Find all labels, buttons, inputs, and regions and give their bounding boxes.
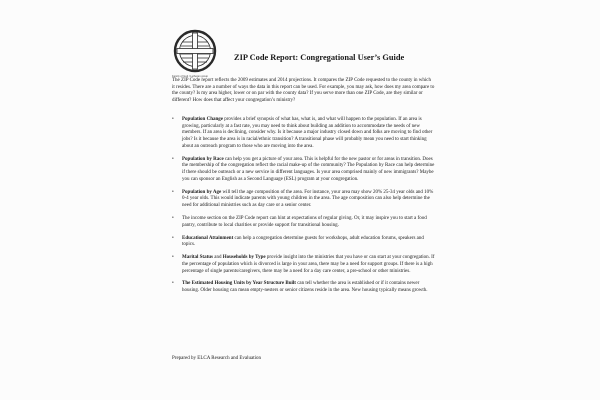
item-text: can help you get a picture of your area. This is helpful for the new pastor or for areas in transition. Does the membership of the congregation reflect the racial make-up of the community? The Population by Race can help determine if there should be outreach or a new service in different languages. Is your area comprised mainly of new immigrants? Maybe you can sponsor an English as a Second Language (ESL) program at your congregation. <box>182 156 435 182</box>
bullet-icon: • <box>172 255 174 261</box>
bullet-icon: • <box>172 216 174 221</box>
bullet-icon: • <box>172 156 174 162</box>
bullet-icon: • <box>172 117 174 122</box>
item-lead: Population by Race <box>182 156 224 162</box>
bullet-icon: • <box>172 281 174 287</box>
item-lead: Population Change <box>182 117 223 122</box>
list-item-educational-attainment <box>172 236 435 249</box>
item-lead: Marital Status <box>182 255 213 261</box>
logo-block <box>172 28 222 78</box>
intro-paragraph: The ZIP Code report reflects the 2009 estimates and 2014 projections. It compares the ZIP Code requested to the county in which it resides. There are a number of ways the data in this report can be used. For example, you may ask, how does my area compare to the county? Is my area higher, lower or on par with the county data? If you serve more than one ZIP Code, are they similar or different? How does that affect your congregation’s ministry? <box>172 78 435 104</box>
page-title: ZIP Code Report: Congregational User’s Guide <box>234 53 405 62</box>
guide-list <box>172 117 435 301</box>
item-lead: The Estimated Housing Units by Year Structure Built <box>182 281 296 287</box>
list-item-population-change <box>172 117 435 151</box>
list-item-income <box>172 216 435 229</box>
list-item-marital-status <box>172 255 435 275</box>
item-text: The income section on the ZIP Code report can hint at expectations of regular giving. Or, it may inspire you to start a food pantry, contribute to local charities or provide support for transitional housing. <box>182 216 427 228</box>
item-lead-secondary: Households by Type <box>222 255 266 261</box>
cross-in-circle-logo-icon <box>172 28 218 74</box>
item-text: provide insight into the ministries that you have or can start at your congregation. If the percentage of population which is divorced is large in your area, there may be a need for support groups. If there is a high percentage of single parents/caregivers, there may be a need for a day care center, a pre-school or other ministries. <box>182 255 435 274</box>
item-text: can tell whether the area is established or if it contains newer housing. Older housing can mean empty-nesters or senior citizens reside in the area. New housing typically means growth. <box>182 281 428 294</box>
list-item-housing-units <box>172 281 435 294</box>
item-lead: Population by Age <box>182 189 222 195</box>
item-text: can help a congregation determine guests for workshops, adult education forums, speakers and topics. <box>182 235 424 248</box>
bullet-icon: • <box>172 235 174 241</box>
footer-credit: Prepared by ELCA Research and Evaluation <box>172 356 261 361</box>
item-lead: Educational Attainment <box>182 235 234 241</box>
item-mid: and <box>212 255 223 261</box>
list-item-population-by-age <box>172 190 435 210</box>
item-text: provides a brief synopsis of what has, what is, and what will happen to the population. If an area is growing, particularly at a fast rate, you may need to think about building an addition to accommodate the needs of new members. If an area is declining, consider why. Is it because a major industry closed down and folks are moving to find other jobs? Is it because the area is in racial/ethnic transition? A transitional phase will probably mean you need to start thinking about an outreach program to those who are moving into the area. <box>182 117 433 149</box>
list-item-population-by-race <box>172 157 435 184</box>
item-text: will tell the age composition of the area. For instance, your area may show 20% 25-34 year olds and 10% 0-4 year olds. This would indicate parents with young children in the area. The age composition can also help determine the need for additional ministries such as day care or a senior center. <box>182 189 434 209</box>
bullet-icon: • <box>172 189 174 195</box>
logo-caption: Family of God / Lutheran group <box>172 75 208 78</box>
